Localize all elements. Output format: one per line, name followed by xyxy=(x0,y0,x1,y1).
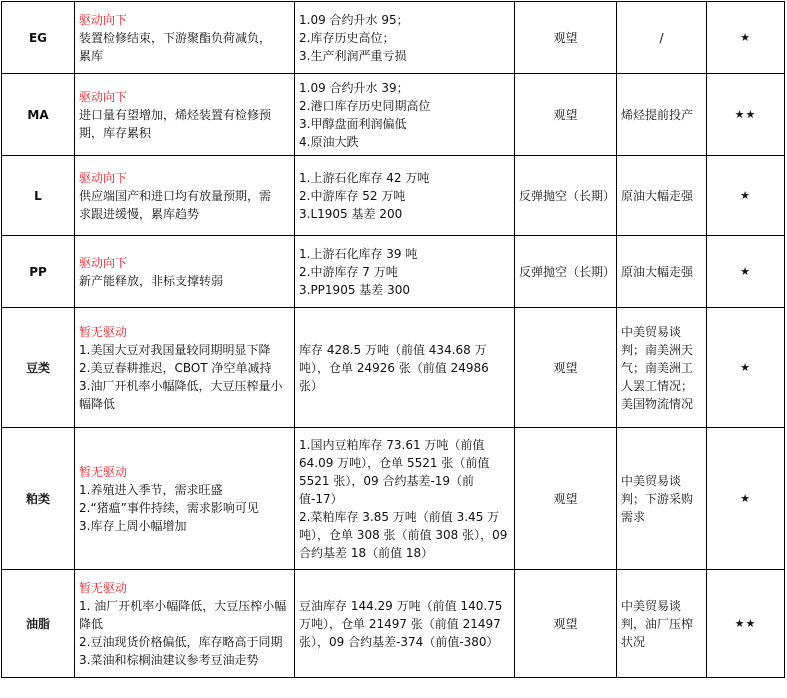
rating-stars: ★★ xyxy=(707,74,785,156)
strategy-cell: 反弹抛空（长期） xyxy=(515,236,617,308)
risk-cell: 中美贸易谈判；下游采购需求 xyxy=(617,428,707,570)
rating-stars: ★ xyxy=(707,2,785,74)
fundamentals-line: 新产能释放，非标支撑转弱 xyxy=(79,273,224,288)
table-row xyxy=(2,2,785,74)
driver-label: 驱动向下 xyxy=(79,170,128,185)
data-cell xyxy=(295,428,515,570)
data-cell xyxy=(295,236,515,308)
table-row xyxy=(2,570,785,678)
data-line: 2.库存历史高位； xyxy=(299,30,395,45)
table-row xyxy=(2,74,785,156)
data-line: 1.国内豆粕库存 73.61 万吨（前值 64.09 万吨），仓单 5521 张（前值 5521 张），09 合约基差-19（前值-17） xyxy=(299,437,490,506)
data-line: 1.上游石化库存 39 吨 xyxy=(299,246,418,261)
commodity-name: 粕类 xyxy=(2,428,75,570)
driver-label: 暂无驱动 xyxy=(79,580,128,595)
data-line: 3.L1905 基差 200 xyxy=(299,206,403,221)
data-cell xyxy=(295,308,515,428)
risk-cell: / xyxy=(617,2,707,74)
fundamentals-cell xyxy=(75,308,295,428)
fundamentals-line: 装置检修结束，下游聚酯负荷减负， xyxy=(79,30,272,45)
risk-cell: 原油大幅走强 xyxy=(617,236,707,308)
data-cell xyxy=(295,74,515,156)
fundamentals-line: 期，库存累积 xyxy=(79,125,152,140)
data-line: 3.生产利润严重亏损 xyxy=(299,48,407,63)
rating-stars: ★ xyxy=(707,236,785,308)
fundamentals-cell xyxy=(75,156,295,236)
data-line: 4.原油大跌 xyxy=(299,134,359,149)
table-row xyxy=(2,308,785,428)
data-cell xyxy=(295,2,515,74)
commodity-name: 油脂 xyxy=(2,570,75,678)
fundamentals-line: 2.美豆春耕推迟，CBOT 净空单减持 xyxy=(79,360,272,375)
fundamentals-line: 3.库存上周小幅增加 xyxy=(79,518,187,533)
rating-stars: ★ xyxy=(707,308,785,428)
data-line: 豆油库存 144.29 万吨（前值 140.75 万吨），仓单 21497 张（前值 21497 张），09 合约基差-374（前值-380） xyxy=(299,598,503,649)
fundamentals-line: 求跟进缓慢，累库趋势 xyxy=(79,206,200,221)
rating-stars: ★ xyxy=(707,156,785,236)
commodity-table xyxy=(1,1,785,678)
fundamentals-cell xyxy=(75,236,295,308)
risk-cell: 中美贸易谈判，油厂压榨状况 xyxy=(617,570,707,678)
driver-label: 驱动向下 xyxy=(79,12,128,27)
commodity-name: EG xyxy=(2,2,75,74)
data-line: 1.上游石化库存 42 万吨 xyxy=(299,170,430,185)
data-line: 库存 428.5 万吨（前值 434.68 万吨），仓单 24926 张（前值 24986 张） xyxy=(299,342,489,393)
commodity-name: 豆类 xyxy=(2,308,75,428)
data-line: 1.09 合约升水 39； xyxy=(299,80,409,95)
table-row xyxy=(2,428,785,570)
fundamentals-cell xyxy=(75,570,295,678)
strategy-cell: 反弹抛空（长期） xyxy=(515,156,617,236)
risk-cell: 原油大幅走强 xyxy=(617,156,707,236)
driver-label: 驱动向下 xyxy=(79,89,128,104)
fundamentals-line: 3.菜油和棕榈油建议参考豆油走势 xyxy=(79,652,259,667)
strategy-cell: 观望 xyxy=(515,428,617,570)
rating-stars: ★ xyxy=(707,428,785,570)
risk-cell: 烯烃提前投产 xyxy=(617,74,707,156)
data-line: 2.中游库存 7 万吨 xyxy=(299,264,398,279)
risk-cell: 中美贸易谈判；南美洲天气；南美洲工人罢工情况；美国物流情况 xyxy=(617,308,707,428)
data-line: 2.菜粕库存 3.85 万吨（前值 3.45 万吨），仓单 308 张（前值 308 张），09 合约基差 18（前值 18） xyxy=(299,509,508,560)
strategy-cell: 观望 xyxy=(515,2,617,74)
rating-stars: ★★ xyxy=(707,570,785,678)
fundamentals-line: 3.油厂开机率小幅降低，大豆压榨量小幅降低 xyxy=(79,378,283,411)
fundamentals-cell xyxy=(75,74,295,156)
data-line: 3.甲醇盘面利润偏低 xyxy=(299,116,407,131)
commodity-name: PP xyxy=(2,236,75,308)
data-cell xyxy=(295,570,515,678)
fundamentals-line: 2.豆油现货价格偏低，库存略高于同期 xyxy=(79,634,283,649)
fundamentals-line: 进口量有望增加，烯烃装置有检修预 xyxy=(79,107,272,122)
fundamentals-line: 累库 xyxy=(79,48,104,63)
fundamentals-cell xyxy=(75,2,295,74)
commodity-name: MA xyxy=(2,74,75,156)
fundamentals-line: 供应端国产和进口均有放量预期，需 xyxy=(79,188,272,203)
data-line: 2.中游库存 52 万吨 xyxy=(299,188,406,203)
strategy-cell: 观望 xyxy=(515,308,617,428)
fundamentals-line: 2.“猪瘟”事件持续，需求影响可见 xyxy=(79,500,259,515)
fundamentals-cell xyxy=(75,428,295,570)
driver-label: 暂无驱动 xyxy=(79,324,128,339)
data-line: 1.09 合约升水 95； xyxy=(299,12,409,27)
driver-label: 暂无驱动 xyxy=(79,464,128,479)
commodity-name: L xyxy=(2,156,75,236)
strategy-cell: 观望 xyxy=(515,74,617,156)
driver-label: 驱动向下 xyxy=(79,255,128,270)
fundamentals-line: 1.养殖进入季节，需求旺盛 xyxy=(79,482,223,497)
fundamentals-line: 1. 油厂开机率小幅降低，大豆压榨小幅降低 xyxy=(79,598,287,631)
data-cell xyxy=(295,156,515,236)
table-row xyxy=(2,236,785,308)
fundamentals-line: 1.美国大豆对我国量较同期明显下降 xyxy=(79,342,271,357)
strategy-cell: 观望 xyxy=(515,570,617,678)
data-line: 2.港口库存历史同期高位 xyxy=(299,98,431,113)
table-row xyxy=(2,156,785,236)
data-line: 3.PP1905 基差 300 xyxy=(299,282,410,297)
